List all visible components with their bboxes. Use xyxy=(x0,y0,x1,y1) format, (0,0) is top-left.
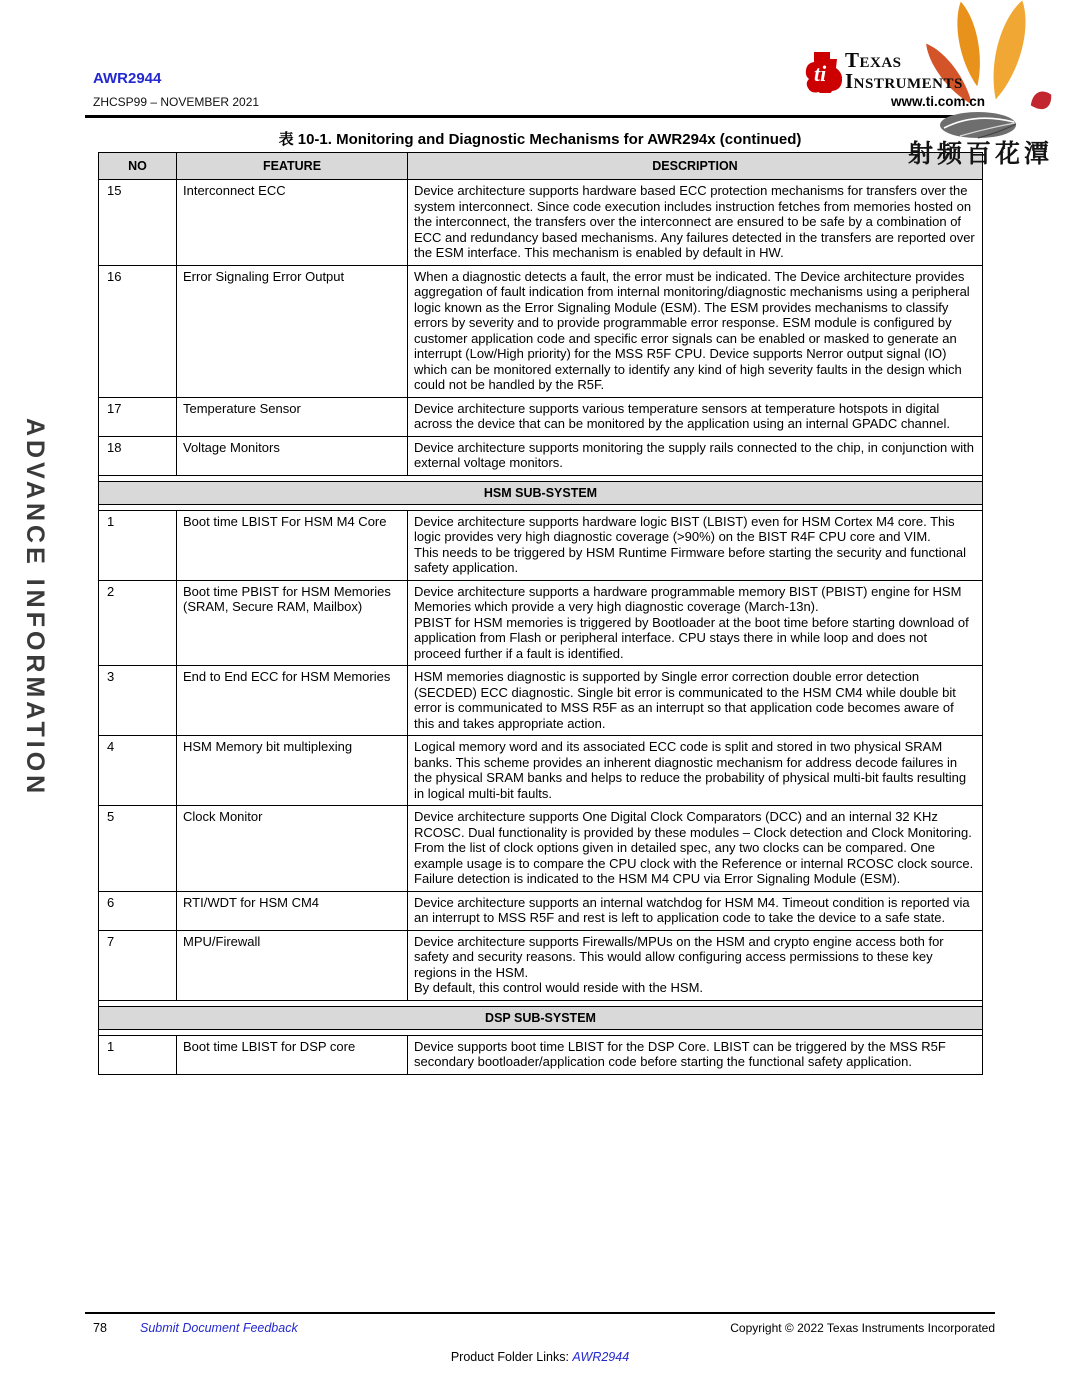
cell-no: 17 xyxy=(99,397,177,436)
description-paragraph: Device architecture supports monitoring the supply rails connected to the chip, in conjunction with external voltage monitors. xyxy=(414,439,975,470)
description-paragraph: From the list of clock options given in detailed spec, any two clocks can be compared. One example usage is to compare the CPU clock with the Reference or internal RCOSC clock source. Failure detection is indicated to the HSM M4 CPU via Error Signaling Module (ESM). xyxy=(414,840,974,886)
description-paragraph: Device architecture supports hardware based ECC protection mechanisms for transfers over the system interconnect. Since code execution includes instruction fetches from memories hosted on the interconnect, the transfers over the interconnect are ensured to be safe by a combination of ECC and redundancy based mechanisms. Any failures detected in the transfers are reported over the ESM interface. This mechanism is enabled by default in HW. xyxy=(414,183,975,260)
header-rule xyxy=(85,115,995,118)
section-header-row xyxy=(99,1006,983,1029)
cell-feature: End to End ECC for HSM Memories xyxy=(177,666,408,736)
section-header: HSM SUB-SYSTEM xyxy=(99,481,983,504)
ti-logo-icon xyxy=(804,51,842,93)
cell-description xyxy=(408,806,983,892)
footer-rule xyxy=(85,1312,995,1314)
cell-no: 3 xyxy=(99,666,177,736)
table-row xyxy=(99,666,983,736)
doc-code: ZHCSP99 – NOVEMBER 2021 xyxy=(93,95,260,109)
ti-wordmark xyxy=(845,50,963,92)
table-row xyxy=(99,891,983,930)
description-paragraph: This needs to be triggered by HSM Runtime Firmware before starting the security and functional safety application. xyxy=(414,544,967,575)
description-paragraph: When a diagnostic detects a fault, the error must be indicated. The Device architecture provides aggregation of fault indication from internal monitoring/diagnostic mechanisms using a peripheral logic known as the Error Signaling Module (ESM). The ESM provides mechanisms to classify errors by severity and to provide programmable error response. ESM module is configured by customer application code and specific error signals can be enabled or masked to generate an interrupt (Low/High priority) for the MSS R5F CPU. Device supports Nerror output signal (IO) which can be monitored externally to identify any kind of high severity faults in the design which could not be handled by the R5F. xyxy=(414,268,970,392)
ti-wordmark-line2: Instruments xyxy=(845,69,963,93)
description-paragraph: HSM memories diagnostic is supported by Single error correction double error detection (SECDED) ECC diagnostic. Single bit error is communicated to the HSM CM4 while double bit error is communicated to MSS R5F as an interrupt so that application code becomes aware of this and takes appropriate action. xyxy=(414,669,956,731)
table-title: 表 10-1. Monitoring and Diagnostic Mechanisms for AWR294x (continued) xyxy=(278,131,802,148)
table-row xyxy=(99,180,983,266)
description-paragraph: Device supports boot time LBIST for the DSP Core. LBIST can be triggered by the MSS R5F secondary bootloader/application code before starting the functional safety application. xyxy=(414,1038,946,1069)
description-paragraph: Device architecture supports Firewalls/MPUs on the HSM and crypto engine access both for safety and security reasons. This would allow configuring access permissions to these key regions in the HSM. xyxy=(414,933,944,980)
cell-no: 18 xyxy=(99,436,177,475)
doc-number-link[interactable]: AWR2944 xyxy=(93,70,162,87)
chinese-watermark-text: 射频百花潭 xyxy=(908,139,1054,168)
description-paragraph: By default, this control would reside with the HSM. xyxy=(414,980,704,995)
product-folder-label: Product Folder Links: xyxy=(450,1350,569,1364)
description-paragraph: Logical memory word and its associated ECC code is split and stored in two physical SRAM banks. This scheme provides an inherent diagnostic mechanism for address decode failures in the physical SRAM banks and helps to reduce the probability of physical multi-bit faults resulting in logical multi-bit faults. xyxy=(414,739,967,801)
cell-no: 15 xyxy=(99,180,177,266)
cell-description xyxy=(408,736,983,806)
table-row xyxy=(99,1035,983,1074)
description-paragraph: Device architecture supports a hardware programmable memory BIST (PBIST) engine for HSM Memories which provide a very high diagnostic coverage (March-13n). xyxy=(414,583,962,614)
cell-feature: MPU/Firewall xyxy=(177,930,408,1000)
description-paragraph: Device architecture supports One Digital Clock Comparators (DCC) and an internal 32 KHz RCOSC. Dual functionality is provided by these modules – Clock detection and Clock Monitoring. xyxy=(414,809,972,840)
cell-description xyxy=(408,666,983,736)
svg-text:ti: ti xyxy=(814,61,827,86)
table-row xyxy=(99,736,983,806)
description-paragraph: Device architecture supports an internal watchdog for HSM M4. Timeout condition is reported via an interrupt to MSS R5F and rest is left to application code to take the device to a safe state. xyxy=(414,894,970,925)
table-row xyxy=(99,265,983,397)
page-number: 78 xyxy=(93,1321,107,1335)
cell-no: 7 xyxy=(99,930,177,1000)
cell-feature: Voltage Monitors xyxy=(177,436,408,475)
cell-feature: Interconnect ECC xyxy=(177,180,408,266)
table-header-row xyxy=(99,153,983,180)
cell-feature: RTI/WDT for HSM CM4 xyxy=(177,891,408,930)
table-row xyxy=(99,580,983,666)
product-folder-line xyxy=(0,1350,1080,1364)
table-row xyxy=(99,930,983,1000)
cell-description xyxy=(408,930,983,1000)
cell-description xyxy=(408,265,983,397)
column-header-feature: FEATURE xyxy=(177,153,408,180)
page-content xyxy=(98,128,982,1075)
table-row xyxy=(99,436,983,475)
product-folder-link[interactable]: AWR2944 xyxy=(572,1350,630,1364)
ti-wordmark-line1: Texas xyxy=(845,48,902,72)
copyright-text: Copyright © 2022 Texas Instruments Incorporated xyxy=(730,1321,995,1335)
cell-description xyxy=(408,436,983,475)
cell-feature: HSM Memory bit multiplexing xyxy=(177,736,408,806)
cell-description xyxy=(408,1035,983,1074)
table-row xyxy=(99,510,983,580)
cell-no: 2 xyxy=(99,580,177,666)
description-paragraph: Device architecture supports various temperature sensors at temperature hotspots in digital across the device that can be monitored by the application using an internal GPADC channel. xyxy=(414,400,950,431)
cell-feature: Temperature Sensor xyxy=(177,397,408,436)
submit-feedback-link[interactable]: Submit Document Feedback xyxy=(140,1321,298,1335)
website-link[interactable]: www.ti.com.cn xyxy=(890,94,985,109)
cell-no: 4 xyxy=(99,736,177,806)
cell-no: 1 xyxy=(99,510,177,580)
cell-no: 1 xyxy=(99,1035,177,1074)
table-row xyxy=(99,397,983,436)
cell-description xyxy=(408,510,983,580)
cell-feature: Boot time LBIST For HSM M4 Core xyxy=(177,510,408,580)
cell-description xyxy=(408,397,983,436)
description-paragraph: Device architecture supports hardware logic BIST (LBIST) even for HSM Cortex M4 core. This logic provides very high diagnostic coverage (>90%) on the BIST R4F CPU core and VIM. xyxy=(414,513,955,544)
advance-information-banner: ADVANCE INFORMATION xyxy=(21,418,49,798)
diagnostics-table xyxy=(98,152,983,1075)
cell-description xyxy=(408,580,983,666)
cell-no: 5 xyxy=(99,806,177,892)
cell-feature: Clock Monitor xyxy=(177,806,408,892)
section-header: DSP SUB-SYSTEM xyxy=(99,1006,983,1029)
cell-feature: Error Signaling Error Output xyxy=(177,265,408,397)
column-header-description: DESCRIPTION xyxy=(408,153,983,180)
table-row xyxy=(99,806,983,892)
cell-no: 6 xyxy=(99,891,177,930)
cell-no: 16 xyxy=(99,265,177,397)
cell-feature: Boot time PBIST for HSM Memories (SRAM, Secure RAM, Mailbox) xyxy=(177,580,408,666)
section-header-row xyxy=(99,481,983,504)
description-paragraph: PBIST for HSM memories is triggered by Bootloader at the boot time before starting download of application from Flash or peripheral interface. CPU stays there in while loop and does not proceed further if a fault is identified. xyxy=(414,614,969,661)
cell-description xyxy=(408,180,983,266)
cell-description xyxy=(408,891,983,930)
column-header-no: NO xyxy=(99,153,177,180)
cell-feature: Boot time LBIST for DSP core xyxy=(177,1035,408,1074)
